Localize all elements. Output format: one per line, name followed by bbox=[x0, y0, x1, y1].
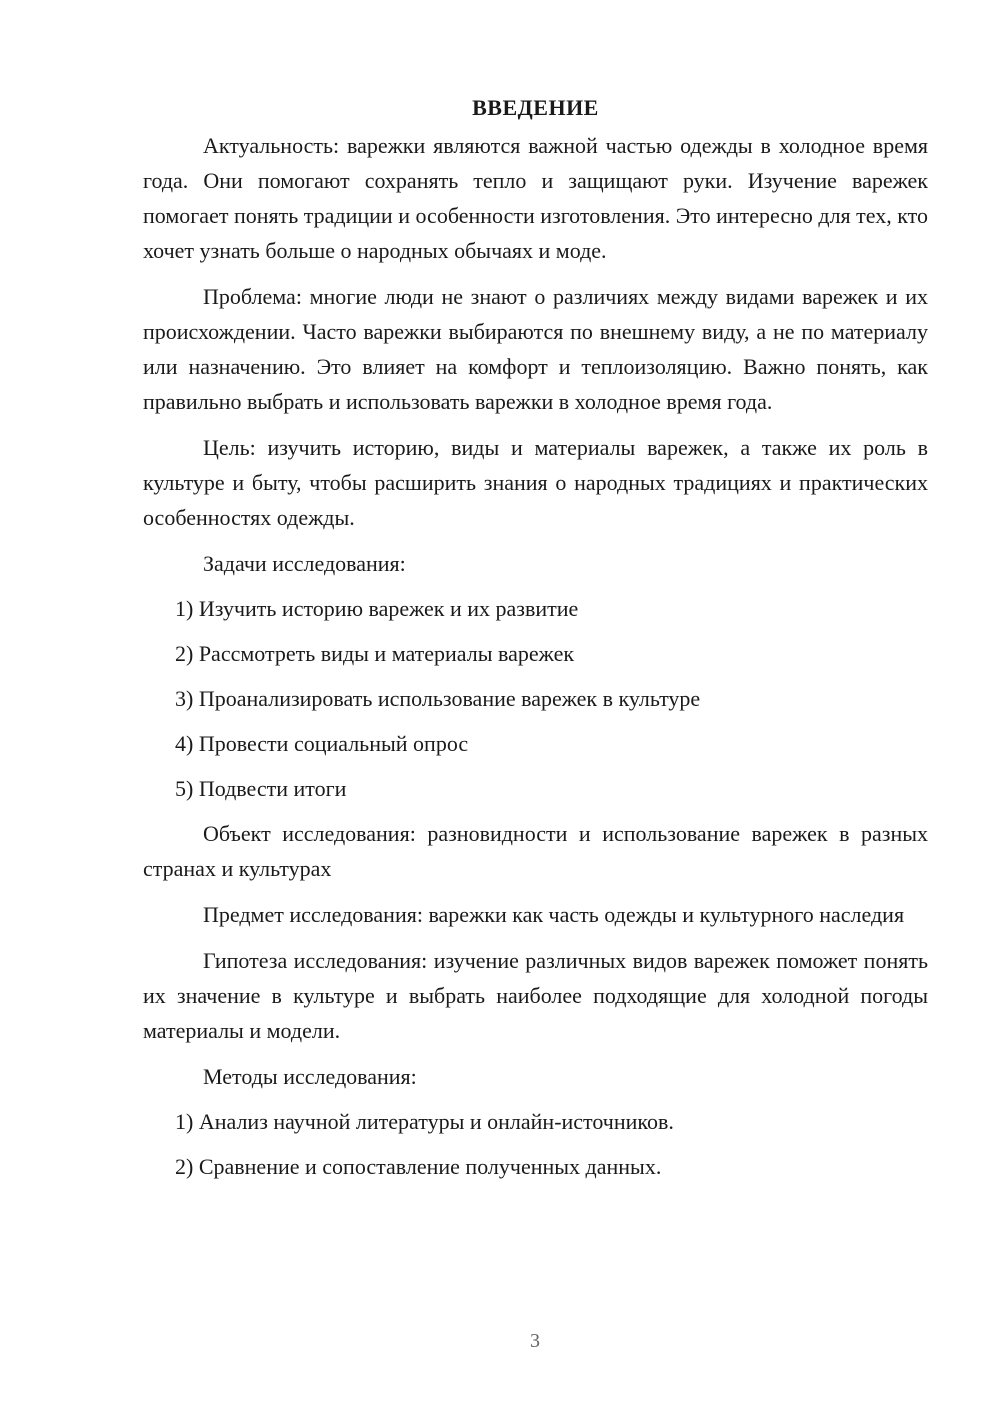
list-item: 5) Подвести итоги bbox=[175, 776, 347, 801]
tasks-heading: Задачи исследования: bbox=[203, 551, 406, 576]
list-item: 1) Изучить историю варежек и их развитие bbox=[175, 596, 579, 621]
page-title: ВВЕДЕНИЕ bbox=[472, 95, 599, 120]
methods-heading: Методы исследования: bbox=[203, 1064, 417, 1089]
list-item: 2) Рассмотреть виды и материалы варежек bbox=[175, 641, 575, 666]
list-item: 1) Анализ научной литературы и онлайн-источников. bbox=[175, 1109, 674, 1134]
problem-paragraph: Проблема: многие люди не знают о различиях между видами варежек и их происхождении. Часто варежки выбираются по внешнему виду, а не по материалу или назначению. Это влияет на комфорт и теплоизоляцию. Важно понять, как правильно выбрать и использовать варежки в холодное время года. bbox=[143, 284, 928, 414]
goal-paragraph: Цель: изучить историю, виды и материалы варежек, а также их роль в культуре и быту, чтобы расширить знания о народных традициях и практических особенностях одежды. bbox=[143, 435, 928, 530]
document-page bbox=[143, 90, 928, 1194]
list-item: 4) Провести социальный опрос bbox=[175, 731, 469, 756]
subject-paragraph: Предмет исследования: варежки как часть одежды и культурного наследия bbox=[203, 902, 905, 927]
list-item: 2) Сравнение и сопоставление полученных данных. bbox=[175, 1154, 662, 1179]
relevance-paragraph: Актуальность: варежки являются важной частью одежды в холодное время года. Они помогают сохранять тепло и защищают руки. Изучение варежек помогает понять традиции и особенности изготовления. Это интересно для тех, кто хочет узнать больше о народных обычаях и моде. bbox=[143, 133, 928, 263]
list-item: 3) Проанализировать использование варежек в культуре bbox=[175, 686, 701, 711]
methods-list bbox=[143, 1104, 928, 1184]
tasks-list bbox=[143, 591, 928, 806]
object-paragraph: Объект исследования: разновидности и использование варежек в разных странах и культурах bbox=[143, 821, 928, 881]
page-number: 3 bbox=[530, 1330, 540, 1352]
hypothesis-paragraph: Гипотеза исследования: изучение различных видов варежек поможет понять их значение в культуре и выбрать наиболее подходящие для холодной погоды материалы и модели. bbox=[143, 948, 928, 1043]
